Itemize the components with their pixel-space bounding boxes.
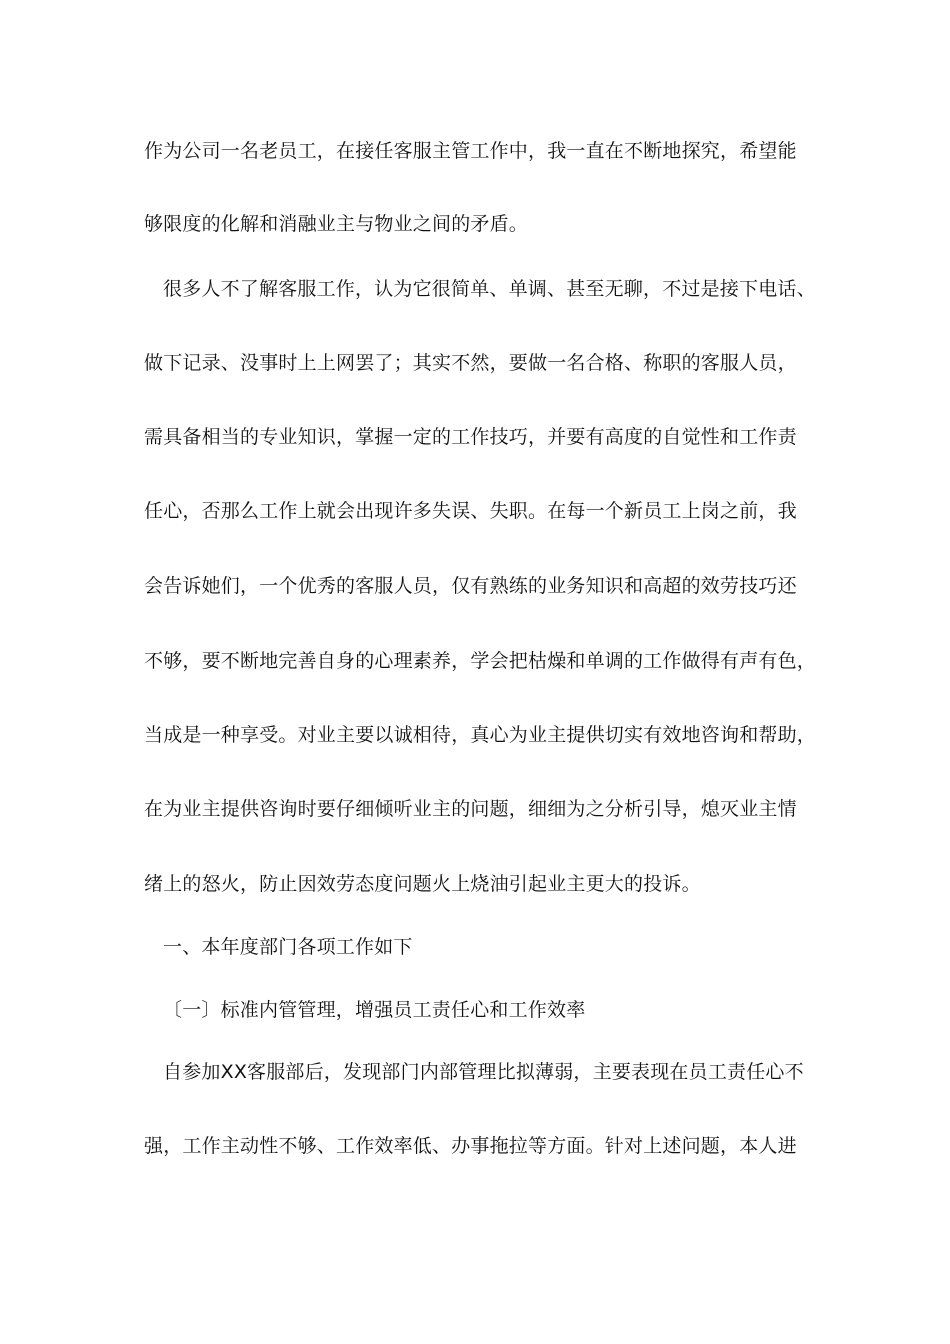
- paragraph-line: 不够，要不断地完善自身的心理素养，学会把枯燥和单调的工作做得有声有色，: [144, 650, 817, 672]
- paragraph-line: 当成是一种享受。对业主要以诚相待，真心为业主提供切实有效地咨询和帮助，: [144, 724, 817, 746]
- paragraph-line: 任心，否那么工作上就会出现许多失误、失职。在每一个新员工上岗之前，我: [144, 500, 797, 522]
- paragraph-line: 够限度的化解和消融业主与物业之间的矛盾。: [144, 213, 529, 235]
- subsection-heading: 〔一〕标准内管管理，增强员工责任心和工作效率: [163, 999, 586, 1021]
- paragraph-line: 会告诉她们，一个优秀的客服人员，仅有熟练的业务知识和高超的效劳技巧还: [144, 575, 797, 597]
- paragraph-line: 自参加XX客服部后，发现部门内部管理比拟薄弱，主要表现在员工责任心不: [163, 1061, 804, 1083]
- paragraph-line: 需具备相当的专业知识，掌握一定的工作技巧，并要有高度的自觉性和工作责: [144, 426, 797, 448]
- paragraph-line: 在为业主提供咨询时要仔细倾听业主的问题，细细为之分析引导，熄灭业主情: [144, 798, 797, 820]
- section-heading: 一、本年度部门各项工作如下: [163, 936, 413, 958]
- paragraph-line: 绪上的怒火，防止因效劳态度问题火上烧油引起业主更大的投诉。: [144, 873, 701, 895]
- paragraph-line: 强，工作主动性不够、工作效率低、办事拖拉等方面。针对上述问题，本人进: [144, 1135, 797, 1157]
- paragraph-line: 作为公司一名老员工，在接任客服主管工作中，我一直在不断地探究，希望能: [144, 140, 797, 162]
- paragraph-line: 很多人不了解客服工作，认为它很简单、单调、甚至无聊，不过是接下电话、: [163, 278, 816, 300]
- paragraph-line: 做下记录、没事时上上网罢了；其实不然，要做一名合格、称职的客服人员，: [144, 352, 797, 374]
